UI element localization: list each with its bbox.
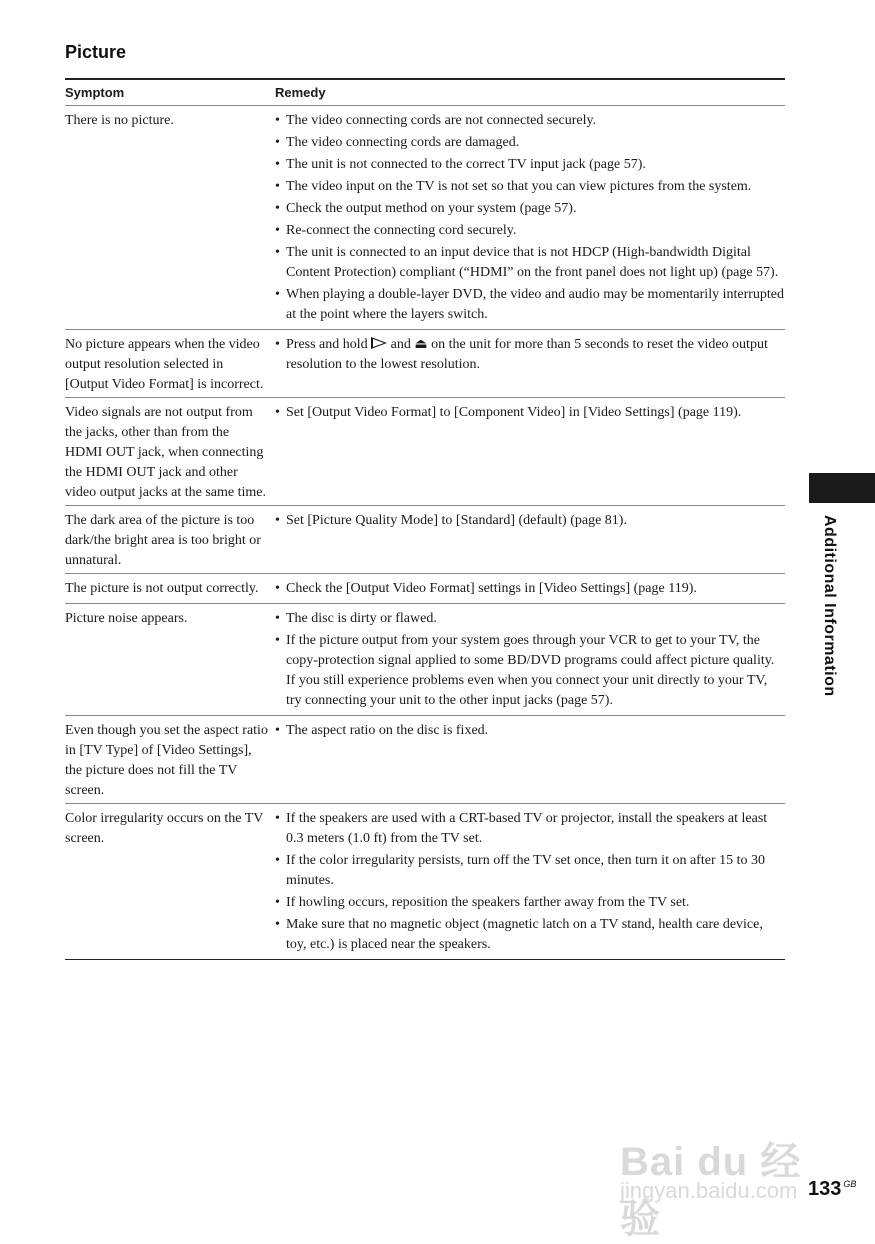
table-row (65, 330, 785, 398)
remedy-text: Make sure that no magnetic object (magnetic latch on a TV stand, health care device, toy, etc.) is placed near the speakers. (286, 917, 763, 952)
symptom-cell: No picture appears when the video output resolution selected in [Output Video Format] is incorrect. (65, 337, 264, 392)
remedy-item (275, 199, 785, 219)
bullet: • (275, 179, 280, 194)
remedy-list (275, 579, 785, 599)
bullet: • (275, 337, 280, 352)
remedy-text: Set [Picture Quality Mode] to [Standard] (default) (page 81). (286, 513, 627, 528)
remedy-item (275, 111, 785, 131)
remedy-item (275, 403, 785, 423)
remedy-list (275, 609, 785, 711)
remedy-cell (275, 111, 785, 327)
remedy-list (275, 809, 785, 955)
remedy-text: The video connecting cords are damaged. (286, 135, 520, 150)
troubleshooting-table (65, 78, 785, 960)
bullet: • (275, 135, 280, 150)
remedy-text: If the color irregularity persists, turn off the TV set once, then turn it on after 15 to 30 minutes. (286, 853, 765, 888)
remedy-text: The disc is dirty or flawed. (286, 611, 437, 626)
watermark-url: jingyan.baidu.com (620, 1178, 798, 1203)
bullet: • (275, 581, 280, 596)
bullet: • (275, 513, 280, 528)
remedy-text: When playing a double-layer DVD, the video and audio may be momentarily interrupted at the point where the layers switch. (286, 287, 785, 322)
bullet: • (275, 245, 280, 260)
remedy-item (275, 155, 785, 175)
remedy-item (275, 243, 785, 283)
remedy-item (275, 809, 785, 849)
watermark (620, 1112, 830, 1241)
remedy-item (275, 335, 785, 375)
remedy-text: The aspect ratio on the disc is fixed. (286, 723, 489, 738)
bullet: • (275, 611, 280, 626)
remedy-cell (275, 579, 785, 601)
remedy-item (275, 511, 785, 531)
table-header (65, 80, 785, 106)
header-remedy: Remedy (275, 85, 326, 100)
remedy-text: If howling occurs, reposition the speakers farther away from the TV set. (286, 895, 690, 910)
table-row (65, 506, 785, 574)
symptom-cell: Even though you set the aspect ratio in [TV Type] of [Video Settings], the picture does not fill the TV screen. (65, 723, 268, 798)
remedy-cell (275, 335, 785, 395)
symptom-cell: The picture is not output correctly. (65, 581, 259, 596)
bullet: • (275, 157, 280, 172)
bullet: • (275, 287, 280, 302)
symptom-cell: The dark area of the picture is too dark/the bright area is too bright or unnatural. (65, 513, 261, 568)
bullet: • (275, 895, 280, 910)
bullet: • (275, 201, 280, 216)
remedy-list (275, 111, 785, 325)
symptom-cell: There is no picture. (65, 113, 174, 128)
remedy-item (275, 579, 785, 599)
remedy-item (275, 133, 785, 153)
bullet: • (275, 633, 280, 648)
side-tab-marker (809, 473, 875, 503)
remedy-list (275, 511, 785, 531)
remedy-text: If the picture output from your system goes through your VCR to get to your TV, the copy-protection signal applied to some BD/DVD programs could affect picture quality. If you still experience problems even when you connect your unit directly to your TV, try connecting your unit to the other input jacks (page 57). (286, 633, 775, 708)
remedy-item (275, 285, 785, 325)
table-row (65, 574, 785, 604)
bullet: • (275, 853, 280, 868)
symptom-cell: Video signals are not output from the jacks, other than from the HDMI OUT jack, when connecting the HDMI OUT jack and other video output jacks at the same time. (65, 405, 267, 500)
remedy-item (275, 609, 785, 629)
remedy-text: The unit is connected to an input device that is not HDCP (High-bandwidth Digital Content Protection) compliant (“HDMI” on the front panel does not light up) (page 57). (286, 245, 779, 280)
table-row (65, 604, 785, 716)
remedy-text: Check the output method on your system (page 57). (286, 201, 577, 216)
bullet: • (275, 811, 280, 826)
remedy-list (275, 721, 785, 741)
table-row (65, 804, 785, 960)
bullet: • (275, 405, 280, 420)
side-tab-label: Additional Information (821, 515, 838, 697)
remedy-cell (275, 403, 785, 503)
remedy-cell (275, 809, 785, 957)
page-number-value: 133 (808, 1178, 842, 1200)
bullet: • (275, 223, 280, 238)
remedy-text: Re-connect the connecting cord securely. (286, 223, 517, 238)
remedy-text: and (387, 337, 415, 352)
remedy-item (275, 851, 785, 891)
remedy-item (275, 177, 785, 197)
remedy-item (275, 893, 785, 913)
remedy-text: Press and hold (286, 337, 372, 352)
table-row (65, 716, 785, 804)
remedy-text: Set [Output Video Format] to [Component Video] in [Video Settings] (page 119). (286, 405, 742, 420)
remedy-cell (275, 511, 785, 571)
symptom-cell: Picture noise appears. (65, 611, 188, 626)
play-icon (371, 337, 387, 349)
remedy-item (275, 631, 785, 711)
symptom-cell: Color irregularity occurs on the TV screen. (65, 811, 264, 846)
remedy-text: The video input on the TV is not set so that you can view pictures from the system. (286, 179, 752, 194)
remedy-text: on the unit for more than 5 seconds to reset the video output resolution to the lowest resolution. (286, 337, 768, 372)
bullet: • (275, 917, 280, 932)
bullet: • (275, 723, 280, 738)
page-number (808, 1178, 856, 1201)
remedy-item (275, 915, 785, 955)
watermark-logo: Bai du 经验 (620, 1140, 802, 1241)
remedy-list (275, 335, 785, 375)
eject-icon: ⏏ (414, 337, 428, 352)
page-number-suffix: GB (843, 1179, 857, 1190)
header-symptom: Symptom (65, 85, 125, 100)
remedy-text: The unit is not connected to the correct TV input jack (page 57). (286, 157, 646, 172)
table-row (65, 106, 785, 330)
section-title: Picture (65, 42, 127, 62)
remedy-text: Check the [Output Video Format] settings in [Video Settings] (page 119). (286, 581, 697, 596)
remedy-text: If the speakers are used with a CRT-based TV or projector, install the speakers at least 0.3 meters (1.0 ft) from the TV set. (286, 811, 768, 846)
remedy-text: The video connecting cords are not connected securely. (286, 113, 597, 128)
remedy-cell (275, 609, 785, 713)
bullet: • (275, 113, 280, 128)
table-row (65, 398, 785, 506)
remedy-list (275, 403, 785, 423)
remedy-item (275, 221, 785, 241)
remedy-cell (275, 721, 785, 801)
remedy-item (275, 721, 785, 741)
